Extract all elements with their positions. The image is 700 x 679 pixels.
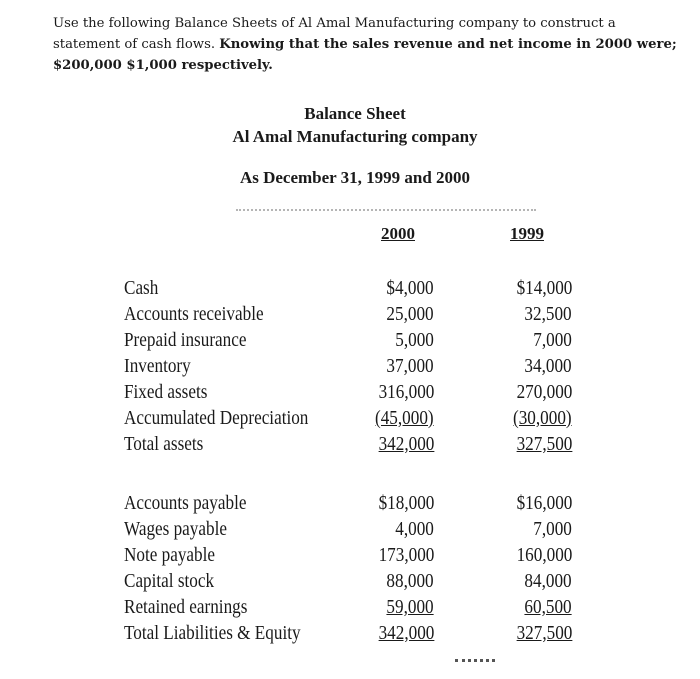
value-1999: $14,000 [516, 278, 572, 299]
row-label: Wages payable [124, 519, 227, 540]
value-1999: 7,000 [533, 330, 572, 351]
row-label: Fixed assets [124, 382, 208, 403]
total-value-1999: 327,500 [516, 623, 572, 644]
value-1999: 270,000 [516, 382, 572, 403]
row-label: Note payable [124, 545, 216, 566]
value-2000: 4,000 [395, 519, 434, 540]
company-name: Al Amal Manufacturing company [232, 127, 478, 146]
value-2000: $18,000 [378, 493, 434, 514]
row-label-total: Total assets [124, 434, 204, 455]
row-label: Accumulated Depreciation [124, 408, 309, 429]
value-2000: (45,000) [375, 408, 434, 429]
scan-artifact [236, 209, 536, 211]
value-2000: 5,000 [395, 330, 434, 351]
value-1999: 7,000 [533, 519, 572, 540]
value-1999: 34,000 [524, 356, 572, 377]
total-value-2000: 342,000 [378, 623, 434, 644]
value-2000: 25,000 [386, 304, 434, 325]
intro-line-3-bold: $200,000 $1,000 respectively. [53, 58, 273, 73]
sheet-date: As December 31, 1999 and 2000 [239, 168, 471, 187]
value-2000: 173,000 [378, 545, 434, 566]
scan-artifact-dots [455, 659, 495, 662]
total-value-1999: 327,500 [516, 434, 572, 455]
row-label-total: Total Liabilities & Equity [124, 623, 301, 644]
value-1999: $16,000 [516, 493, 572, 514]
intro-line-2-bold: Knowing that the sales revenue and net income in 2000 were; [219, 37, 677, 52]
value-1999: 84,000 [524, 571, 572, 592]
sheet-title: Balance Sheet [304, 104, 406, 123]
value-2000: 88,000 [386, 571, 434, 592]
intro-line-1: Use the following Balance Sheets of Al Amal Manufacturing company to construct a [53, 16, 616, 31]
total-value-2000: 342,000 [378, 434, 434, 455]
value-2000: 59,000 [386, 597, 434, 618]
value-2000: 316,000 [378, 382, 434, 403]
value-2000: $4,000 [386, 278, 434, 299]
row-label: Accounts payable [124, 493, 247, 514]
row-label: Prepaid insurance [124, 330, 247, 351]
value-1999: 60,500 [524, 597, 572, 618]
row-label: Accounts receivable [124, 304, 264, 325]
intro-line-2-plain: statement of cash flows. [53, 37, 216, 52]
value-1999: 160,000 [516, 545, 572, 566]
row-label: Inventory [124, 356, 191, 377]
column-header-2000: 2000 [381, 224, 415, 243]
row-label: Capital stock [124, 571, 215, 592]
value-1999: (30,000) [513, 408, 572, 429]
row-label: Cash [124, 278, 159, 299]
value-1999: 32,500 [524, 304, 572, 325]
row-label: Retained earnings [124, 597, 248, 618]
column-header-1999: 1999 [510, 224, 544, 243]
problem-statement [53, 13, 683, 76]
value-2000: 37,000 [386, 356, 434, 377]
